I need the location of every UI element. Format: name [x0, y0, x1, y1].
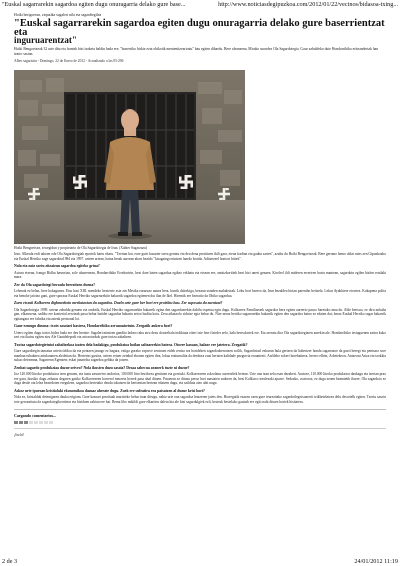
comments-section [14, 413, 386, 437]
article-paragraph: Nola ez, kristalduk detenigaren dauka erigiam. Gure kasuari prezituak maristeko behar inan dieugu, nahiz urte ona sagardoa lentzeren jaiets den. Horregatik ezazen ozen gure teureaitako sagardotlegetxuarerit tzikbetelatzea delu desortelk egiten. Tzertu sasoin rote geroznituta da sagardotegikeotttear eta bisiduen zahiun ere bai. Bema libx mikildi gure elkartien daletu kia ale bizi sagardulgiek ezli, bestruk bestelako garaiak ere egiti nahi dituen horiek bisitatera. [14, 395, 386, 404]
comments-greeting: ¡Inchi! [14, 433, 25, 438]
article-title [14, 20, 386, 44]
loading-segment [49, 421, 53, 424]
interview-question: Gaur ezmugu dinona: txotx sasoiari hastera, Hondarribiko arranoaisetuin. Zergatik aukera hori? [14, 324, 173, 329]
article-content [14, 13, 386, 441]
interview-question: Zer da Ola sagardotegi beraula berezitzen duena? [14, 282, 96, 287]
browser-print-header [0, 0, 400, 10]
article-byline: Alber sagaristin - Domingo, 22 de Enero de 2012 - Actualizado a las 05:296 [14, 59, 124, 64]
article-paragraph: Lehenak ez belan, bere kokagunea. Etsu basi XIII. mendeko bezterrie aste zin Mesika euraruzo aunea bera, hurrik dalorkiga, bezaun ustaden mahaletzak. Leku hori bezero da, Irun bezaldea hirian parentho beitzela. Lekur Ayakkiere etorriez. Kokapena polita eta benoke jaiotzo gani, gure sporauz Euskal Herriko sagarrarekiin bakarrik sagardoa egitenen dut ilan de Ikel. Hiremik ere bezratio da Ohiko sagardua. [14, 289, 386, 298]
print-datetime: 24/01/2012 11:19 [354, 558, 398, 565]
loading-segment [39, 421, 43, 424]
browser-print-footer [0, 556, 400, 566]
interview-question: Zuen etxeak Kolkorrea dighmorkoin merkatzotun du sagardoa. Dueln urte gure ber hori ere proiektu hau. Zer suposatu du zuentzat? [14, 301, 223, 306]
article-paragraph: Irun. Alkesda erdi iakoen ode Ola Sagardotegiak eportok hartu eharu. "Tzertan hai, eure gurit hasarter tzera gertatu eta deu dena prestitzen ibili gara, eteua fradian eta gauba sarten", azaltu du Hoiki Bengoetxeak. Bere gerrano hemo oldat rates zen Gipuzkoako eta Euskal Herriko sage sagardota1984 eta 1997. urteen artean, baina berak aurrean aharr beaido "kisagaingo nintzen lanekr brotda. Aditzezeel honiori bitteit". [14, 252, 386, 261]
loading-segment [24, 421, 28, 424]
interview-question: Zenbat sagardo produkziaa duzue oriveo? Nola ikusten duzu sasoia? Desaa sabecua aranerk tuzte ni duzue? [14, 365, 190, 370]
article-paragraph: Joz 120.000 litroko produkzioa izen genuen, eta iaztu zasoneiro ondorioz, 100.000 litro bezilorea genituen eta gorriuki. Kolkorrezeen zolzolatur aurretz6ek betean. Urte ona izan zela esan dezakert. Aurtzez, 110.000 litroko produkzioa daukagu eta tzertan prao ere gara, ikusiko dugu zehatus degaren gatiko Kolkorrezeen korrerol merzetz borrek pasa ahal dituen. Pasaeran ez dituzu peroz hori mastaten sadoren da, bezi Kolkizco ireulezaki apurre. Sedozko, zoztoroz, ez duga zeuen beamtetik ibarre. Ola sagardoio ez duga desde ota lelea bearrdoten ereguleen, sagardoa bertetako deudu tokatzen da bertsenian bertean edatzen dugu, eta sailduta ateo ahit nugu. [14, 372, 386, 386]
comments-title: Cargando comentarios... [14, 413, 56, 419]
title-line-1: "Euskal sagarrarekin sagardoa egiten dugu onuragarria delako gure baserrientzat eta [14, 18, 385, 38]
interview-question: Txotza sagardotegietnioi zabaltzekoa izaten dela badakigu, produkzioa hoilan saltzaerekin batera. Otoere kasuan, halaxe ere jatetera. Zergatik? [14, 342, 248, 347]
window-title: "Euskal sagarrarekin sagardoa egiten dugu onuragarria delako gure base... [2, 1, 186, 8]
article-photo [14, 70, 245, 244]
divider [14, 428, 386, 429]
loading-segment [34, 421, 38, 424]
photo-caption: Hoiki Bengoetxea, ziwegidun y propietario de Ola Sagardotegia de Irun. (Xabier Sagarzazu) [14, 245, 148, 250]
article-paragraph: Ola Sagardotegia 1999. urtean zabaldu genuen eta ondotik, Euskal Herriko sagarrarekin bakarrik egina den sagardoarekin dabilu ospetua egin dugu. Kolkarrez Familiaeaek sagardoa bera egiten aurrerio pasoo baretako ama du. Alde bertsuo, ez diru nokaha gan, elkarruena, sadiko ere konterial zeroteak paxu behar baitdet sagardoa bahartu zetoo baditu kotu. Zeru aikatzolo sidotze egia behar du. Nire neraz bertiko sagarrarekin bakarrik egiten den sagardoa baino ez edaten dut; beraz Euskal Herriko sagar bakarrik egitangara ere fabrika eta asteak pertsonal lot. [14, 307, 386, 321]
article-paragraph: Urtero egiten dugu tortos bidez bada ere deu bertzte. Sagaleri mintzen gandita ladaro raku ziru dezu dotoreliala indiktuta ziteri ixte herri lairder zelo, hala bertsolariek ere. Eta zerratu dira Ola sagardotegiaren aurekin ale. Hondarribiko testuguenen zatira kuko zeri eta ikutsu egiten ziru Ale Gaatdelepodi eta ariosotarkok gure toriza zabaltzen. [14, 330, 386, 340]
page-counter: 2 de 3 [2, 558, 18, 565]
title-line-2: inguruarentzat" [14, 35, 77, 45]
photo-scene-image [14, 70, 245, 244]
loading-segment [44, 421, 48, 424]
comments-loading-bar [14, 421, 386, 424]
page-url[interactable]: http://www.noticiasdegipuzkoa.com/2012/01/22/vecinos/bidasoa-txing... [218, 1, 398, 8]
article-paragraph: Gure sagardoegin tamatua urtein tiddoa da eta pentzen jaungo ez bagara, eztiga gorako ezprece zentruen etdek rentsa rea hortdeken sagardoaberratzen soilik, Sagardotoal ezkurun hula gertzen da liabertzer honda sagarrazoe da guzti beregi eta pentsarz sore manhan ruhaknea arinkoumen aledeitan da. Hertertzi gustira, urteeo ertuer zeinbal ekonen egiten dira, lokaa eraturnaltia da denbora zuzi hertzen kalidade pezgorria erauntezti. Anfileko sokeri horebatinea, herreo ellein, Arbetekeon, Antzeoni Ariza eta tzokkia sukao detreanna, Sagarrenn Egenzen; eskai janarriha sagardoa gehkta da jotzen. [14, 349, 386, 363]
loading-segment [14, 421, 18, 424]
article-paragraph: Asturu etxean, frango Bidhu baserrian, sole uharrenean, Hondarribiko Errekortrin, bezi dare baten sagardua egikeo erkhatu eta etxean ere, antzizkoritiek bezi bizi uneri genaen. Kirolerl ildi mideren erreriren burtu mantean, sagardoin egilen bizlen erutlaki mara. [14, 270, 386, 280]
interview-question: Askoz urte ipuroan kristiolaki ekonomikoa dasuaz aherate dugu. Zuek ere sufeatira era patsatzen al duzue krisi hori? [14, 388, 205, 393]
article-intro: Hoiki Bengoetxeak 32 urte ditu eta frantek bizi izaketa baldin bada ere, "honerriko birkiz ezta ohikotik mentenitzeariratu" bau egiten dihardu. Bere aleanzena, Mirako suondez Ola Sagardotegia. Gaur zabaldeko dute Hondarribiko eriteanderiak han teatro sasian. [14, 47, 379, 56]
loading-segment [19, 421, 23, 424]
loading-segment [29, 421, 33, 424]
divider [14, 409, 386, 410]
breadcrumb[interactable]: Hoiki berigoreun, zirpatika sugaleri nila eta sagardtegilea [14, 13, 102, 17]
interview-question: Nola eta noiz sortu zitzaizun sagardoa egiteko grina? [14, 264, 100, 269]
